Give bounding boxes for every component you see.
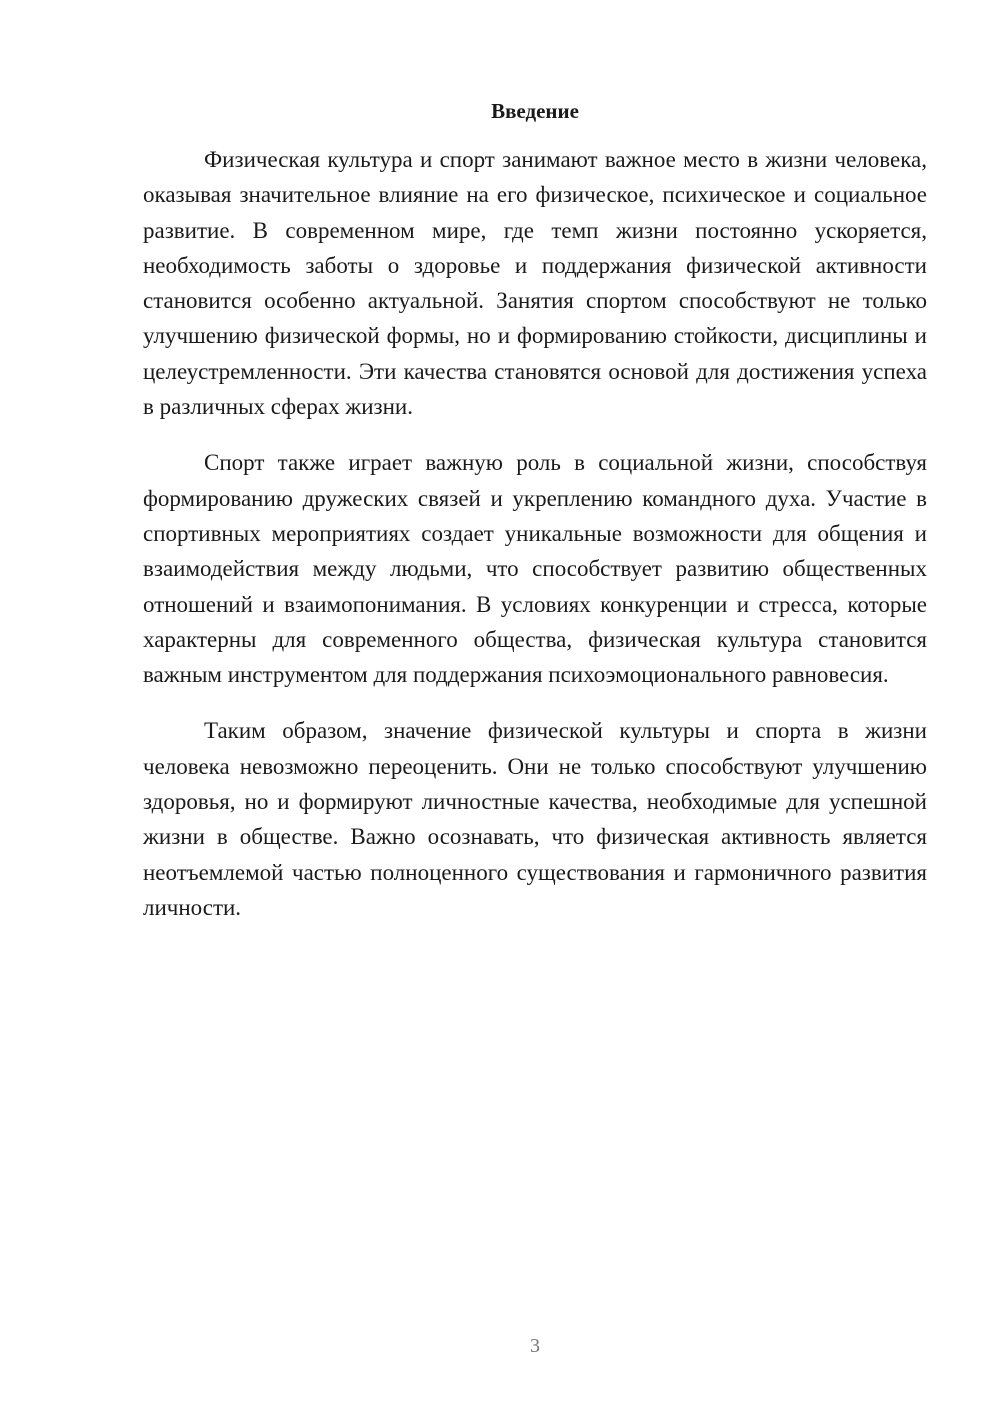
- body-text: [143, 142, 927, 946]
- paragraph-3: Таким образом, значение физической культуры и спорта в жизни человека невозможно переоценить. Они не только способствуют улучшению здоровья, но и формируют личностные качества, необходимые для успешной жизни в обществе. Важно осознавать, что физическая активность является неотъемлемой частью полноценного существования и гармоничного развития личности.: [143, 718, 927, 920]
- paragraph-1: Физическая культура и спорт занимают важное место в жизни человека, оказывая значительное влияние на его физическое, психическое и социальное развитие. В современном мире, где темп жизни постоянно ускоряется, необходимость заботы о здоровье и поддержания физической активности становится особенно актуальной. Занятия спортом способствуют не только улучшению физической формы, но и формированию стойкости, дисциплины и целеустремленности. Эти качества становятся основой для достижения успеха в различных сферах жизни.: [143, 147, 927, 420]
- paragraph-2: Спорт также играет важную роль в социальной жизни, способствуя формированию дружеских связей и укреплению командного духа. Участие в спортивных мероприятиях создает уникальные возможности для общения и взаимодействия между людьми, что способствует развитию общественных отношений и взаимопонимания. В условиях конкуренции и стресса, которые характерны для современного общества, физическая культура становится важным инструментом для поддержания психоэмоционального равновесия.: [143, 450, 927, 688]
- page-number: 3: [530, 1335, 540, 1357]
- section-heading: Введение: [491, 99, 579, 123]
